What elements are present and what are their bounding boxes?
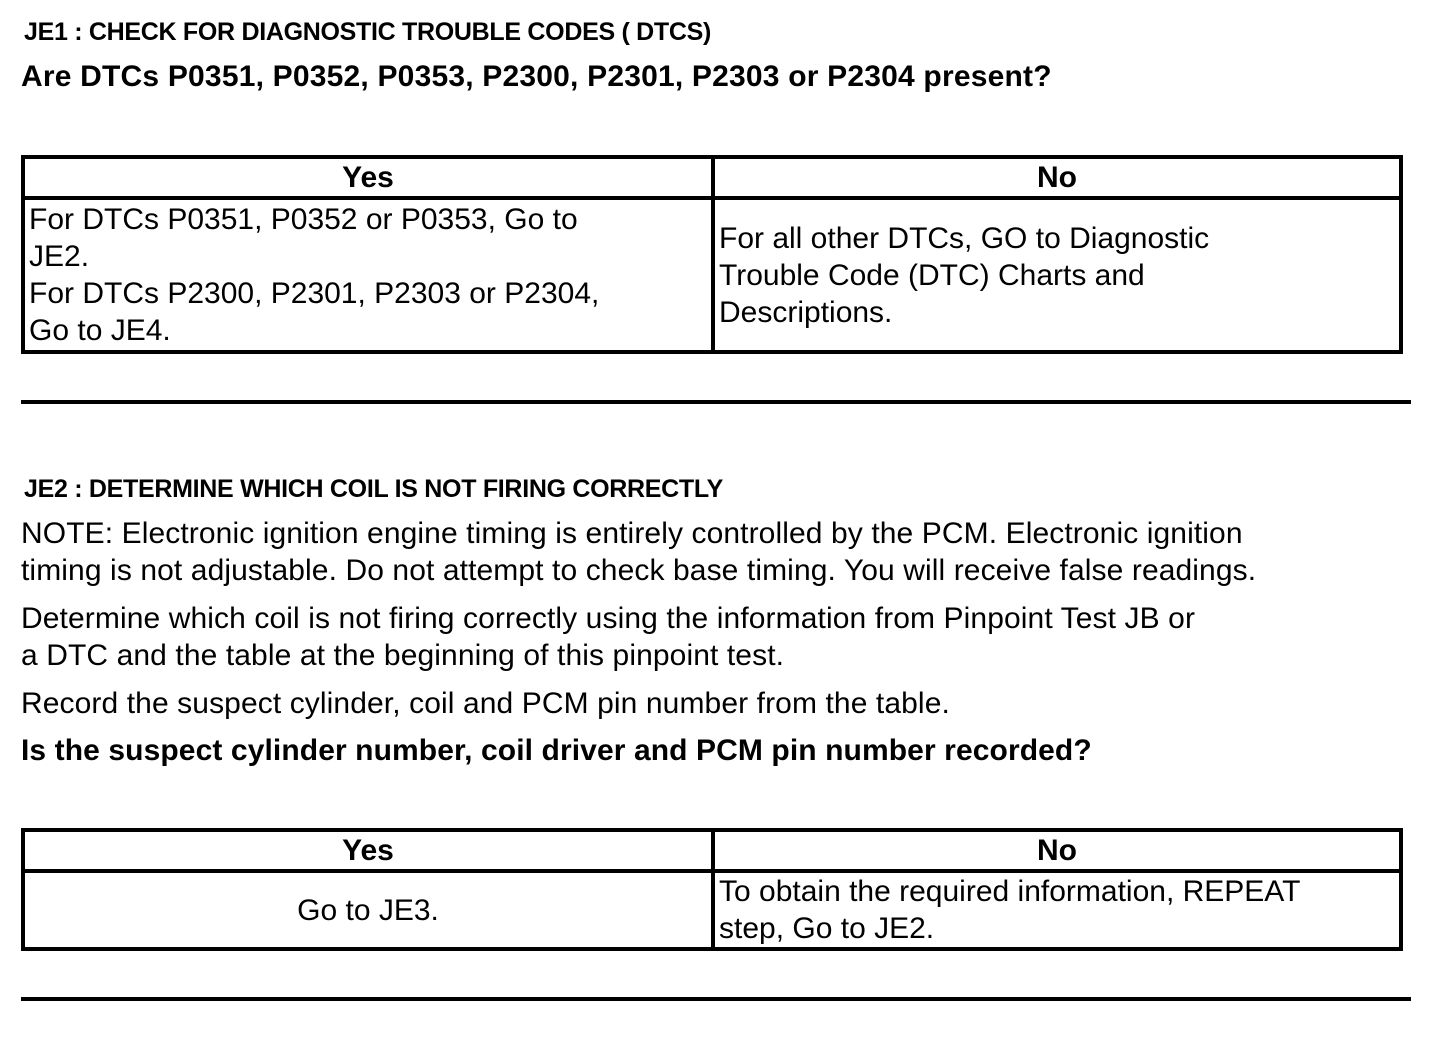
je2-yes-no-table bbox=[21, 828, 1403, 951]
je2-note: NOTE: Electronic ignition engine timing is entirely controlled by the PCM. Electronic ignition timing is not adjustable. Do not attempt to check base timing. You will receive false readings. bbox=[21, 517, 1257, 587]
table-row bbox=[23, 871, 1401, 949]
section-divider bbox=[21, 400, 1411, 404]
je1-heading: JE1 : CHECK FOR DIAGNOSTIC TROUBLE CODES ( DTCS) bbox=[24, 18, 712, 46]
table-header-row bbox=[23, 157, 1401, 198]
yes-cell: For DTCs P0351, P0352 or P0353, Go to JE2. For DTCs P2300, P2301, P2303 or P2304, Go to JE4. bbox=[23, 198, 713, 352]
je2-heading: JE2 : DETERMINE WHICH COIL IS NOT FIRING CORRECTLY bbox=[24, 475, 723, 503]
no-header: No bbox=[713, 157, 1401, 198]
no-cell: To obtain the required information, REPEAT step, Go to JE2. bbox=[713, 871, 1401, 949]
no-header: No bbox=[713, 830, 1401, 871]
je1-question: Are DTCs P0351, P0352, P0353, P2300, P2301, P2303 or P2304 present? bbox=[21, 60, 1052, 93]
yes-header: Yes bbox=[23, 830, 713, 871]
je2-instruction-2: Record the suspect cylinder, coil and PCM pin number from the table. bbox=[21, 687, 950, 720]
no-cell: For all other DTCs, GO to Diagnostic Trouble Code (DTC) Charts and Descriptions. bbox=[713, 198, 1401, 352]
yes-header: Yes bbox=[23, 157, 713, 198]
table-header-row bbox=[23, 830, 1401, 871]
table-row bbox=[23, 198, 1401, 352]
section-divider bbox=[21, 997, 1411, 1001]
je2-instruction-1: Determine which coil is not firing correctly using the information from Pinpoint Test JB or a DTC and the table at the beginning of this pinpoint test. bbox=[21, 602, 1196, 672]
yes-cell: Go to JE3. bbox=[23, 871, 713, 949]
je1-yes-no-table bbox=[21, 155, 1403, 354]
je2-question: Is the suspect cylinder number, coil driver and PCM pin number recorded? bbox=[21, 734, 1092, 767]
